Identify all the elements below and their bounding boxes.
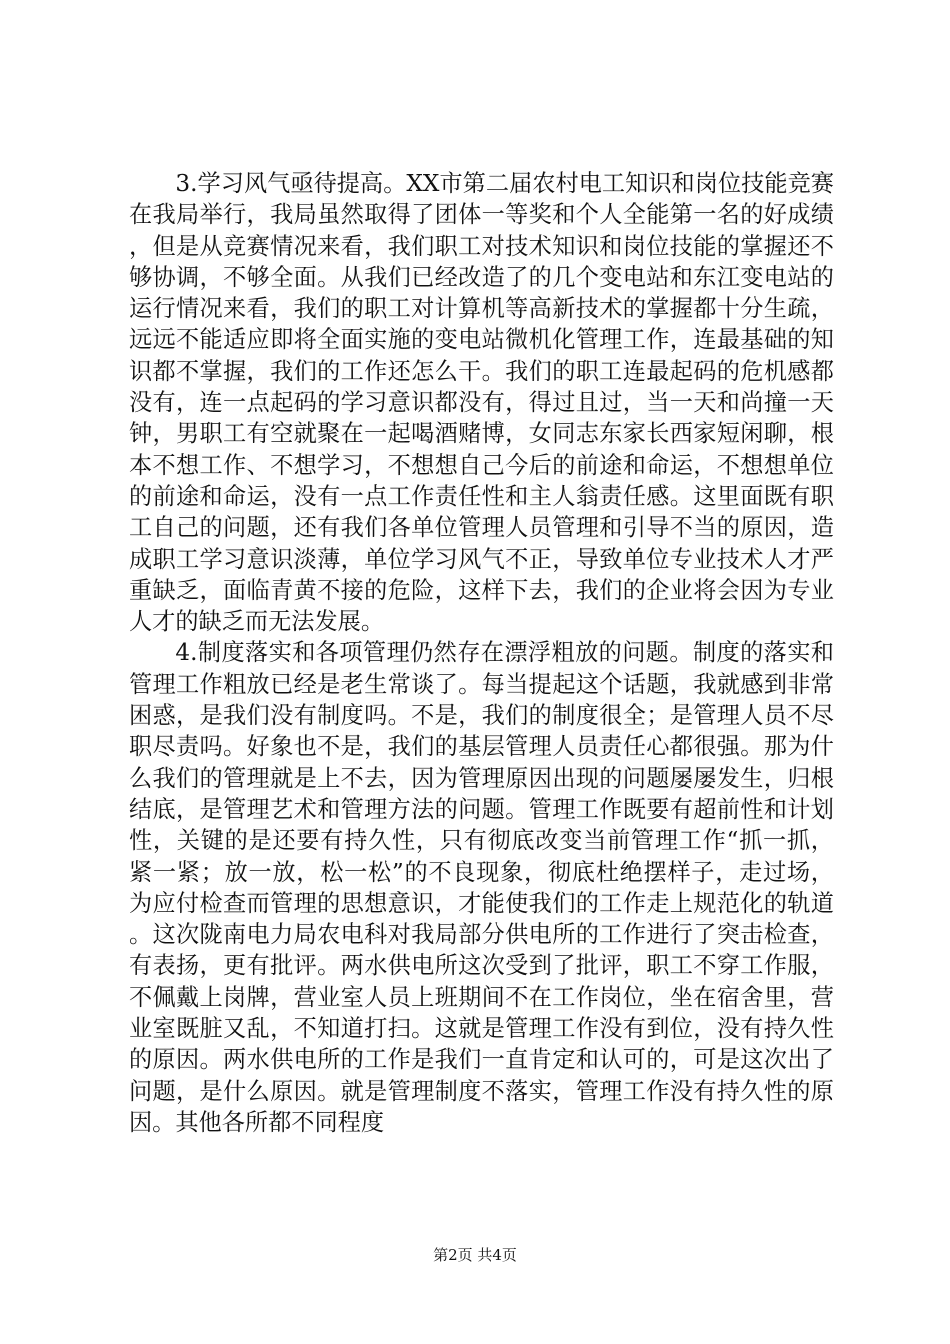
document-body	[129, 168, 834, 1138]
paragraph-management-issues: 4.制度落实和各项管理仍然存在漂浮粗放的问题。制度的落实和管理工作粗放已经是老生常谈了。每当提起这个话题，我就感到非常困惑，是我们没有制度吗。不是，我们的制度很全；是管理人员不尽职尽责吗。好象也不是，我们的基层管理人员责任心都很强。那为什么我们的管理就是上不去，因为管理原因出现的问题屡屡发生，归根结底，是管理艺术和管理方法的问题。管理工作既要有超前性和计划性，关键的是还要有持久性，只有彻底改变当前管理工作“抓一抓，紧一紧；放一放，松一松”的不良现象，彻底杜绝摆样子，走过场，为应付检查而管理的思想意识，才能使我们的工作走上规范化的轨道。这次陇南电力局农电科对我局部分供电所的工作进行了突击检查，有表扬，更有批评。两水供电所这次受到了批评，职工不穿工作服，不佩戴上岗牌，营业室人员上班期间不在工作岗位，坐在宿舍里，营业室既脏又乱，不知道打扫。这就是管理工作没有到位，没有持久性的原因。两水供电所的工作是我们一直肯定和认可的，可是这次出了问题，是什么原因。就是管理制度不落实，管理工作没有持久性的原因。其他各所都不同程度	[129, 639, 834, 1136]
paragraph-study-atmosphere: 3.学习风气亟待提高。XX市第二届农村电工知识和岗位技能竞赛在我局举行，我局虽然取得了团体一等奖和个人全能第一名的好成绩，但是从竞赛情况来看，我们职工对技术知识和岗位技能的掌握还不够协调，不够全面。从我们已经改造了的几个变电站和东江变电站的运行情况来看，我们的职工对计算机等高新技术的掌握都十分生疏，远远不能适应即将全面实施的变电站微机化管理工作，连最基础的知识都不掌握，我们的工作还怎么干。我们的职工连最起码的危机感都没有，连一点起码的学习意识都没有，得过且过，当一天和尚撞一天钟，男职工有空就聚在一起喝酒赌博，女同志东家长西家短闲聊，根本不想工作、不想学习，不想想自己今后的前途和命运，不想想单位的前途和命运，没有一点工作责任性和主人翁责任感。这里面既有职工自己的问题，还有我们各单位管理人员管理和引导不当的原因，造成职工学习意识淡薄，单位学习风气不正，导致单位专业技术人才严重缺乏，面临青黄不接的危险，这样下去，我们的企业将会因为专业人才的缺乏而无法发展。	[129, 170, 834, 636]
page-footer: 第2页 共4页	[433, 1246, 517, 1264]
